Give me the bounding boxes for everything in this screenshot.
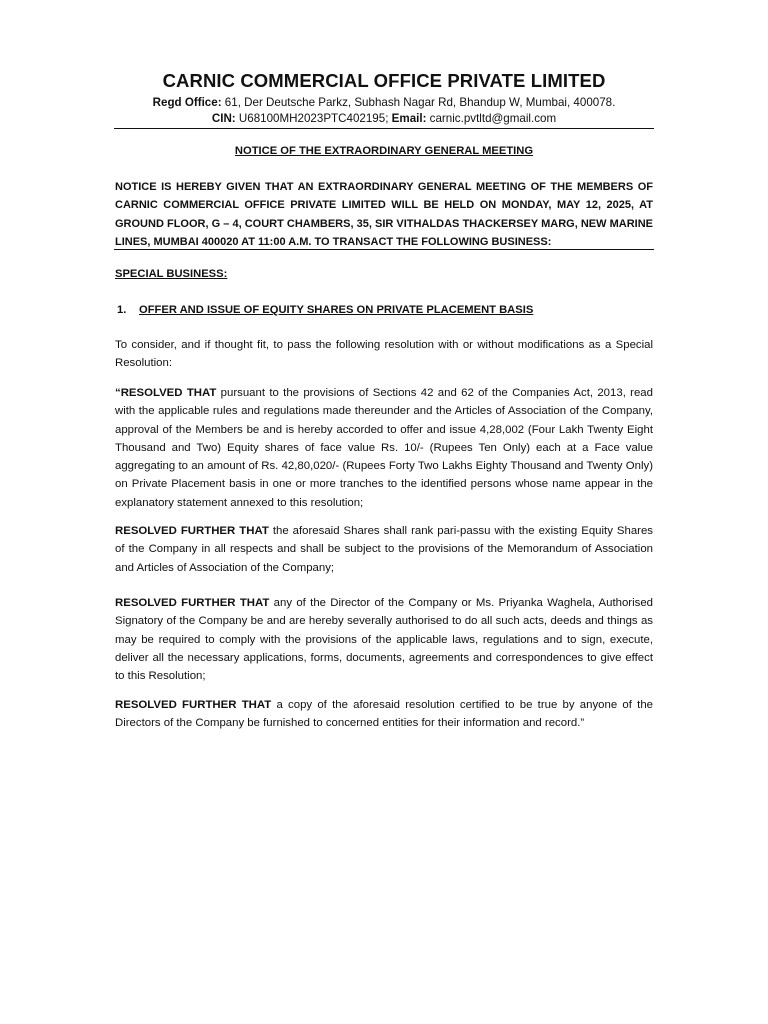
resolution-paragraph-1 (115, 384, 653, 512)
notice-intro: NOTICE IS HEREBY GIVEN THAT AN EXTRAORDINARY GENERAL MEETING OF THE MEMBERS OF CARNIC COMMERCIAL OFFICE PRIVATE LIMITED WILL BE HELD ON MONDAY, MAY 12, 2025, AT GROUND FLOOR, G – 4, COURT CHAMBERS, 35, SIR VITHALDAS THACKERSEY MARG, NEW MARINE LINES, MUMBAI 400020 AT 11:00 A.M. TO TRANSACT THE FOLLOWING BUSINESS: (115, 181, 653, 248)
resolution-text: the aforesaid Shares shall rank pari-passu with the existing Equity Shares of the Company in all respects and shall be subject to the provisions of the Memorandum of Association and Articles of Association of the Company; (115, 525, 653, 574)
item-title: OFFER AND ISSUE OF EQUITY SHARES ON PRIVATE PLACEMENT BASIS (139, 304, 534, 316)
cin-label: CIN: (211, 112, 236, 125)
email-label: Email: (391, 112, 427, 125)
registered-office-line (0, 96, 768, 109)
resolution-text: a copy of the aforesaid resolution certified to be true by anyone of the Directors of the Company be furnished to concerned entities for their information and record.” (115, 699, 653, 730)
consider-paragraph: To consider, and if thought fit, to pass the following resolution with or without modifications as a Special Resolution: (115, 339, 653, 370)
notice-title: NOTICE OF THE EXTRAORDINARY GENERAL MEETING (234, 145, 534, 157)
resolution-paragraph-4 (115, 696, 653, 733)
item-number: 1. (117, 304, 127, 316)
company-name: CARNIC COMMERCIAL OFFICE PRIVATE LIMITED (162, 70, 606, 91)
resolution-paragraph-3 (115, 594, 653, 685)
resolution-paragraph-2 (115, 522, 653, 577)
header-divider (114, 128, 654, 129)
resolution-lead: RESOLVED FURTHER THAT (115, 525, 269, 537)
email-value: carnic.pvtltd@gmail.com (426, 112, 557, 125)
cin-value: U68100MH2023PTC402195; (235, 112, 392, 125)
intro-divider (114, 249, 654, 250)
resolution-text: any of the Director of the Company or Ms. Priyanka Waghela, Authorised Signatory of the Company be and are hereby severally authorised to do all such acts, deeds and things as may be required to comply with the provisions of the applicable laws, regulations and to sign, execute, deliver all the necessary applications, forms, documents, agreements and correspondences to give effect to this Resolution; (115, 597, 653, 683)
resolution-lead: “RESOLVED THAT (115, 387, 217, 399)
resolution-text: pursuant to the provisions of Sections 42 and 62 of the Companies Act, 2013, read with the applicable rules and regulations made thereunder and the Articles of Association of the Company, approval of the Members be and is hereby accorded to offer and issue 4,28,002 (Four Lakh Twenty Eight Thousand and Two) Equity shares of face value Rs. 10/- (Rupees Ten Only) each at a Face value aggregating to an amount of Rs. 42,80,020/- (Rupees Forty Two Lakhs Eighty Thousand and Twenty Only) on Private Placement basis in one or more tranches to the identified persons whose name appear in the explanatory statement annexed to this resolution; (115, 387, 653, 509)
regd-office-address: 61, Der Deutsche Parkz, Subhash Nagar Rd, Bhandup W, Mumbai, 400078. (221, 96, 616, 109)
regd-office-label: Regd Office: (152, 96, 222, 109)
special-business-heading: SPECIAL BUSINESS: (115, 268, 228, 280)
cin-email-line (0, 112, 768, 125)
resolution-lead: RESOLVED FURTHER THAT (115, 699, 272, 711)
resolution-lead: RESOLVED FURTHER THAT (115, 597, 270, 609)
